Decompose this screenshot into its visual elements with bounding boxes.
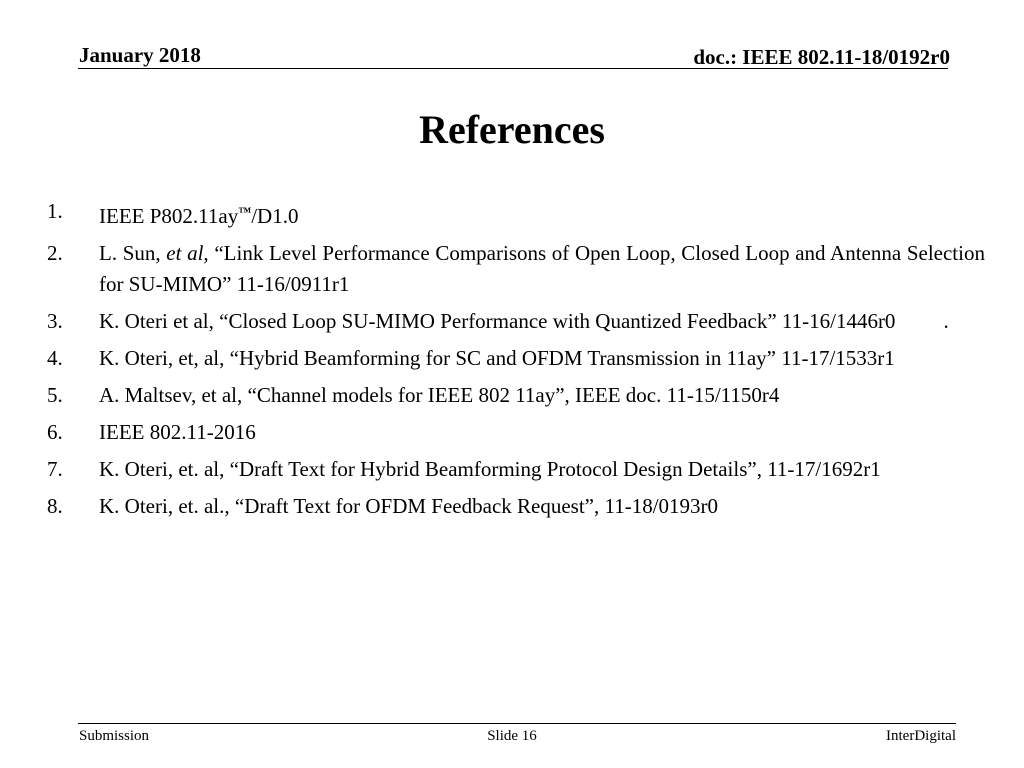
footer-rule	[78, 723, 956, 724]
reference-authors: L. Sun,	[99, 241, 167, 265]
reference-et-al: et al,	[166, 241, 209, 265]
header-rule	[78, 68, 948, 69]
reference-text: IEEE 802.11-2016	[99, 420, 256, 444]
reference-text: K. Oteri, et. al., “Draft Text for OFDM Feedback Request”, 11-18/0193r0	[99, 494, 719, 518]
reference-item	[47, 196, 985, 232]
reference-text: “Link Level Performance Comparisons of Open Loop, Closed Loop and Antenna Selection for SU-MIMO” 11-16/0911r1	[99, 241, 985, 296]
reference-item	[47, 491, 985, 522]
reference-number: 3.	[47, 309, 63, 333]
reference-text-suffix: .	[943, 309, 949, 333]
reference-number: 6.	[47, 420, 63, 444]
reference-item	[47, 306, 985, 337]
reference-item	[47, 454, 985, 485]
reference-text: K. Oteri et al, “Closed Loop SU-MIMO Performance with Quantized Feedback” 11-16/1446r0	[99, 309, 896, 333]
reference-text: A. Maltsev, et al, “Channel models for IEEE 802 11ay”, IEEE doc. 11-15/1150r4	[99, 383, 780, 407]
reference-text: IEEE P802.11ay	[99, 204, 239, 228]
footer-submission: Submission	[79, 728, 150, 744]
header-doc-number: doc.: IEEE 802.11-18/0192r0	[693, 45, 950, 69]
footer-company: InterDigital	[886, 728, 956, 744]
reference-number: 1.	[47, 199, 63, 223]
reference-number: 4.	[47, 346, 63, 370]
trademark-symbol: ™	[238, 204, 252, 219]
reference-number: 7.	[47, 457, 63, 481]
reference-text: K. Oteri, et, al, “Hybrid Beamforming for SC and OFDM Transmission in 11ay” 11-17/1533r1	[99, 346, 895, 370]
reference-item	[47, 417, 985, 448]
reference-number: 2.	[47, 241, 63, 265]
reference-number: 8.	[47, 494, 63, 518]
reference-list	[47, 196, 985, 528]
reference-item	[47, 343, 985, 374]
reference-number: 5.	[47, 383, 63, 407]
reference-item	[47, 238, 985, 300]
header-date: January 2018	[79, 43, 201, 67]
reference-text-suffix: /D1.0	[251, 204, 299, 228]
reference-text: K. Oteri, et. al, “Draft Text for Hybrid Beamforming Protocol Design Details”, 11-17/1692r1	[99, 457, 881, 481]
footer-slide-number: Slide 16	[487, 728, 537, 744]
reference-item	[47, 380, 985, 411]
slide-title: References	[419, 107, 605, 152]
